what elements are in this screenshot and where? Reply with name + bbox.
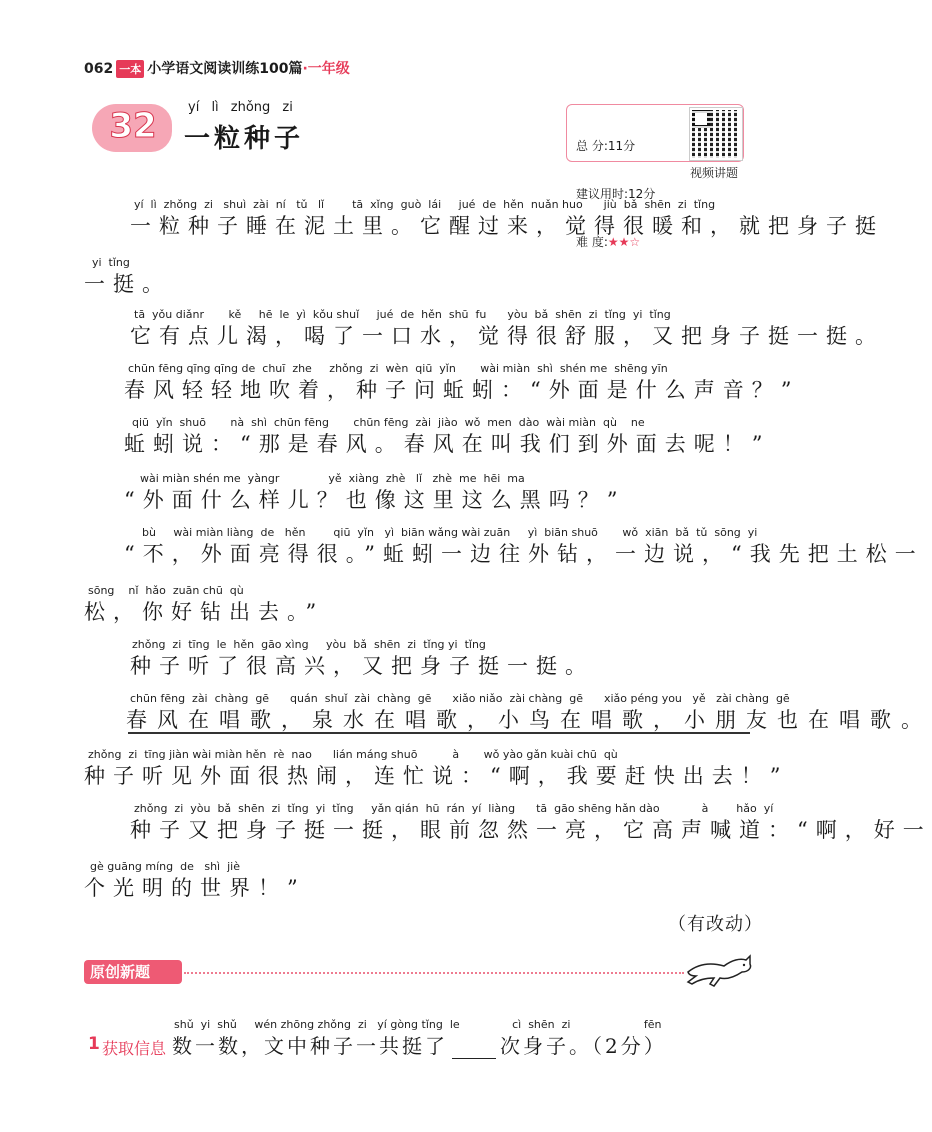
lesson-number: 32: [109, 106, 157, 146]
text-line: 它有点儿渴，喝了一口水，觉得很舒服，又把身子挺一挺。: [130, 324, 884, 348]
text-line: 春风轻轻地吹着，种子问蚯蚓：“外面是什么声音？”: [124, 378, 800, 402]
pinyin-line: tā yǒu diǎnr kě hē le yì kǒu shuǐ jué de hěn shū fu yòu bǎ shēn zi tǐng yi tǐng: [134, 308, 671, 321]
text-line: 种子听见外面很热闹，连忙说：“啊，我要赶快出去！”: [84, 764, 789, 788]
question-text-b: 次身子。（2分）: [500, 1034, 667, 1058]
info-text: [576, 106, 655, 266]
pinyin-line: zhǒng zi tīng le hěn gāo xìng yòu bǎ shēn zi tǐng yi tǐng: [132, 638, 486, 651]
brand-logo: 一本: [116, 60, 144, 78]
question-text: [172, 1030, 667, 1059]
book-series-title: 小学语文阅读训练100篇: [147, 61, 303, 77]
title-pinyin: yí lì zhǒng zi: [188, 100, 293, 115]
suggested-time: 建议用时:12分: [576, 187, 656, 201]
pinyin-line: qiū yǐn shuō nà shì chūn fēng chūn fēng zài jiào wǒ men dào wài miàn qù ne: [132, 416, 645, 429]
pinyin-line: sōng nǐ hǎo zuān chū qù: [88, 584, 244, 597]
pinyin-line: yi tǐng: [92, 256, 130, 269]
question-text-a: 数一数，文中种子一共挺了: [172, 1034, 448, 1058]
pinyin-line: yí lì zhǒng zi shuì zài ní tǔ lǐ tā xǐng guò lái jué de hěn nuǎn huo jiù bǎ shēn zi tǐng: [134, 198, 716, 211]
section-label: 原创新题: [84, 960, 182, 984]
difficulty-label: 难 度:: [576, 235, 608, 249]
difficulty-stars: ★★☆: [607, 235, 641, 249]
underlined-text-line: 春风在唱歌，泉水在唱歌，小鸟在唱歌，小朋友也在唱歌。: [126, 708, 932, 732]
page-header: [84, 58, 350, 78]
text-line: “不，外面亮得很。”蚯蚓一边往外钻，一边说，“我先把土松一: [124, 542, 924, 566]
answer-blank[interactable]: [452, 1040, 496, 1059]
question-number: 1: [88, 1034, 100, 1054]
text-line: “外面什么样儿？也像这里这么黑吗？”: [124, 488, 626, 512]
adaptation-note: （有改动）: [668, 914, 763, 935]
text-line: 个光明的世界！”: [84, 876, 306, 900]
video-explain-caption: 视频讲题: [690, 166, 739, 180]
page-number: 062: [84, 61, 114, 77]
pinyin-line: bù wài miàn liàng de hěn qiū yǐn yì biān wǎng wài zuān yì biān shuō wǒ xiān bǎ tǔ sōng yi: [142, 526, 758, 539]
text-line: 种子又把身子挺一挺，眼前忽然一亮，它高声喊道：“啊，好一: [130, 818, 932, 842]
pinyin-line: wài miàn shén me yàngr yě xiàng zhè lǐ zhè me hēi ma: [140, 472, 525, 485]
cat-icon: [684, 950, 754, 990]
pinyin-line: gè guāng míng de shì jiè: [90, 860, 240, 873]
question-pinyin: shǔ yi shǔ wén zhōng zhǒng zi yí gòng tǐng le cì shēn zi fēn: [174, 1018, 662, 1031]
total-score: 总 分:11分: [576, 139, 636, 153]
lesson-title: 一粒种子: [184, 124, 305, 154]
sentence-underline: [128, 732, 750, 734]
qr-code-icon[interactable]: [690, 108, 742, 160]
pinyin-line: zhǒng zi tīng jiàn wài miàn hěn rè nao lián máng shuō à wǒ yào gǎn kuài chū qù: [88, 748, 618, 761]
text-line: 蚯蚓说：“那是春风。春风在叫我们到外面去呢！”: [124, 432, 771, 456]
pinyin-line: chūn fēng zài chàng gē quán shuǐ zài chàng gē xiǎo niǎo zài chàng gē xiǎo péng you yě zài chàng gē: [130, 692, 790, 705]
pinyin-line: chūn fēng qīng qīng de chuī zhe zhǒng zi wèn qiū yǐn wài miàn shì shén me shēng yīn: [128, 362, 668, 375]
text-line: 一挺。: [84, 272, 171, 296]
text-line: 松，你好钻出去。”: [84, 600, 325, 624]
text-line: 种子听了很高兴，又把身子挺一挺。: [130, 654, 594, 678]
grade-separator: ·: [302, 61, 308, 77]
dotted-divider: [184, 972, 684, 974]
text-line: 一粒种子睡在泥土里。它醒过来，觉得很暖和，就把身子挺: [130, 214, 884, 238]
grade-label: 一年级: [307, 61, 350, 77]
pinyin-line: zhǒng zi yòu bǎ shēn zi tǐng yi tǐng yǎn qián hū rán yí liàng tā gāo shēng hǎn dào à hǎo yí: [134, 802, 774, 815]
question-type-label: 获取信息: [102, 1039, 167, 1058]
